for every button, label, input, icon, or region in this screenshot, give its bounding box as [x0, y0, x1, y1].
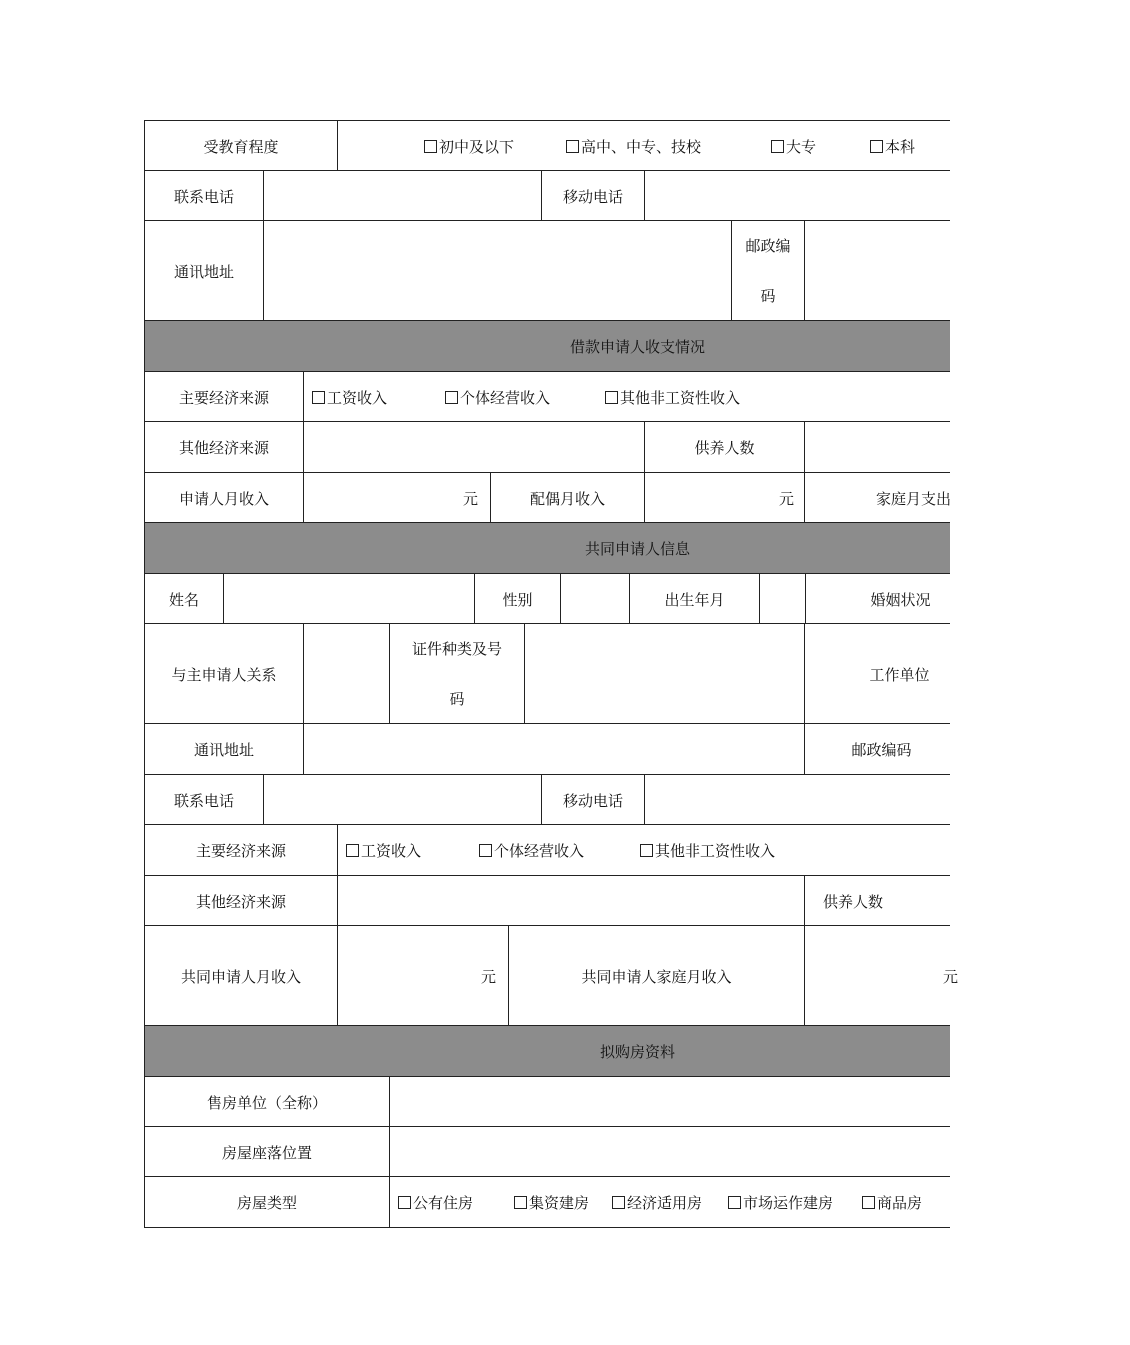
co-income-field[interactable]: 元 — [337, 926, 508, 1026]
mobile-label: 移动电话 — [541, 171, 644, 221]
monthly-income-row — [144, 472, 950, 523]
id-field[interactable] — [524, 624, 804, 724]
checkbox-icon — [312, 391, 325, 404]
co-address-row — [144, 723, 950, 775]
birth-field[interactable] — [759, 574, 805, 624]
spouse-income-field[interactable]: 元 — [644, 473, 804, 523]
checkbox-icon — [346, 844, 359, 857]
relation-field[interactable] — [303, 624, 389, 724]
house-type-option[interactable]: 商品房 — [862, 1177, 922, 1228]
table-bottom-border — [144, 1227, 950, 1228]
other-income-label: 其他经济来源 — [144, 876, 337, 926]
co-relation-row — [144, 623, 950, 724]
other-income-label: 其他经济来源 — [144, 422, 303, 473]
address-field[interactable] — [263, 221, 731, 321]
house-type-option[interactable]: 公有住房 — [398, 1177, 473, 1228]
education-option[interactable]: 大专 — [771, 121, 816, 171]
dependents-label: 供养人数 — [804, 876, 950, 926]
education-row — [144, 120, 950, 171]
family-expense-label: 家庭月支出 — [804, 473, 950, 523]
address-field[interactable] — [303, 724, 804, 775]
house-type-option[interactable]: 集资建房 — [514, 1177, 589, 1228]
postcode-label: 邮政编 码 — [731, 221, 804, 321]
applicant-income-field[interactable]: 元 — [303, 473, 490, 523]
checkbox-icon — [605, 391, 618, 404]
seller-label: 售房单位（全称） — [144, 1077, 389, 1127]
house-type-option[interactable]: 市场运作建房 — [728, 1177, 833, 1228]
gender-label: 性别 — [474, 574, 560, 624]
relation-label: 与主申请人关系 — [144, 624, 303, 724]
education-option[interactable]: 高中、中专、技校 — [566, 121, 701, 171]
income-option[interactable]: 工资收入 — [346, 825, 421, 876]
checkbox-icon — [445, 391, 458, 404]
main-income-row — [144, 371, 950, 422]
mobile-label: 移动电话 — [541, 775, 644, 825]
checkbox-icon — [771, 140, 784, 153]
dependents-label: 供养人数 — [644, 422, 804, 473]
gender-field[interactable] — [560, 574, 629, 624]
location-label: 房屋座落位置 — [144, 1127, 389, 1177]
section-title: 借款申请人收支情况 — [144, 321, 1130, 372]
spouse-income-label: 配偶月收入 — [490, 473, 644, 523]
co-family-income-field[interactable]: 元 — [804, 926, 950, 1026]
mobile-field[interactable] — [644, 171, 950, 221]
other-income-field[interactable] — [337, 876, 804, 926]
house-type-options — [389, 1177, 950, 1228]
checkbox-icon — [479, 844, 492, 857]
education-label: 受教育程度 — [144, 121, 337, 171]
house-type-option[interactable]: 经济适用房 — [612, 1177, 702, 1228]
seller-row — [144, 1076, 950, 1127]
mobile-field[interactable] — [644, 775, 950, 825]
co-contact-row — [144, 774, 950, 825]
phone-field[interactable] — [263, 171, 541, 221]
income-option[interactable]: 个体经营收入 — [479, 825, 584, 876]
name-label: 姓名 — [144, 574, 223, 624]
co-basic-row — [144, 573, 950, 624]
name-field[interactable] — [223, 574, 474, 624]
postcode-field[interactable] — [804, 221, 950, 321]
main-income-options — [303, 372, 950, 422]
address-row — [144, 220, 950, 321]
education-option[interactable]: 初中及以下 — [424, 121, 514, 171]
applicant-income-label: 申请人月收入 — [144, 473, 303, 523]
seller-field[interactable] — [389, 1077, 950, 1127]
checkbox-icon — [870, 140, 883, 153]
phone-field[interactable] — [263, 775, 541, 825]
checkbox-icon — [862, 1196, 875, 1209]
address-label: 通讯地址 — [144, 724, 303, 775]
phone-label: 联系电话 — [144, 171, 263, 221]
income-option[interactable]: 工资收入 — [312, 372, 387, 422]
checkbox-icon — [728, 1196, 741, 1209]
dependents-field[interactable] — [804, 422, 950, 473]
location-row — [144, 1126, 950, 1177]
id-type-label: 证件种类及号 码 — [389, 624, 524, 724]
other-income-field[interactable] — [303, 422, 644, 473]
co-family-income-label: 共同申请人家庭月收入 — [508, 926, 804, 1026]
checkbox-icon — [612, 1196, 625, 1209]
section-title: 拟购房资料 — [144, 1026, 1130, 1077]
birth-label: 出生年月 — [629, 574, 759, 624]
checkbox-icon — [424, 140, 437, 153]
phone-label: 联系电话 — [144, 775, 263, 825]
income-option[interactable]: 其他非工资性收入 — [605, 372, 740, 422]
other-income-row — [144, 421, 950, 473]
marriage-label: 婚姻状况 — [805, 574, 995, 624]
checkbox-icon — [398, 1196, 411, 1209]
checkbox-icon — [640, 844, 653, 857]
section-title: 共同申请人信息 — [144, 523, 1130, 574]
checkbox-icon — [566, 140, 579, 153]
co-main-income-row — [144, 824, 950, 876]
house-type-label: 房屋类型 — [144, 1177, 389, 1228]
location-field[interactable] — [389, 1127, 950, 1177]
checkbox-icon — [514, 1196, 527, 1209]
section-income-header — [144, 320, 950, 372]
co-other-income-row — [144, 875, 950, 926]
education-options — [337, 121, 950, 171]
section-co-applicant-header — [144, 522, 950, 574]
main-income-options — [337, 825, 950, 876]
income-option[interactable]: 其他非工资性收入 — [640, 825, 775, 876]
education-option[interactable]: 本科 — [870, 121, 915, 171]
co-monthly-row — [144, 925, 958, 1026]
main-income-label: 主要经济来源 — [144, 825, 337, 876]
section-house-header — [144, 1025, 950, 1077]
employer-label: 工作单位 — [804, 624, 994, 724]
income-option[interactable]: 个体经营收入 — [445, 372, 550, 422]
co-income-label: 共同申请人月收入 — [144, 926, 337, 1026]
main-income-label: 主要经济来源 — [144, 372, 303, 422]
house-type-row — [144, 1176, 950, 1228]
contact-row — [144, 170, 950, 221]
postcode-label: 邮政编码 — [804, 724, 958, 775]
address-label: 通讯地址 — [144, 221, 263, 321]
